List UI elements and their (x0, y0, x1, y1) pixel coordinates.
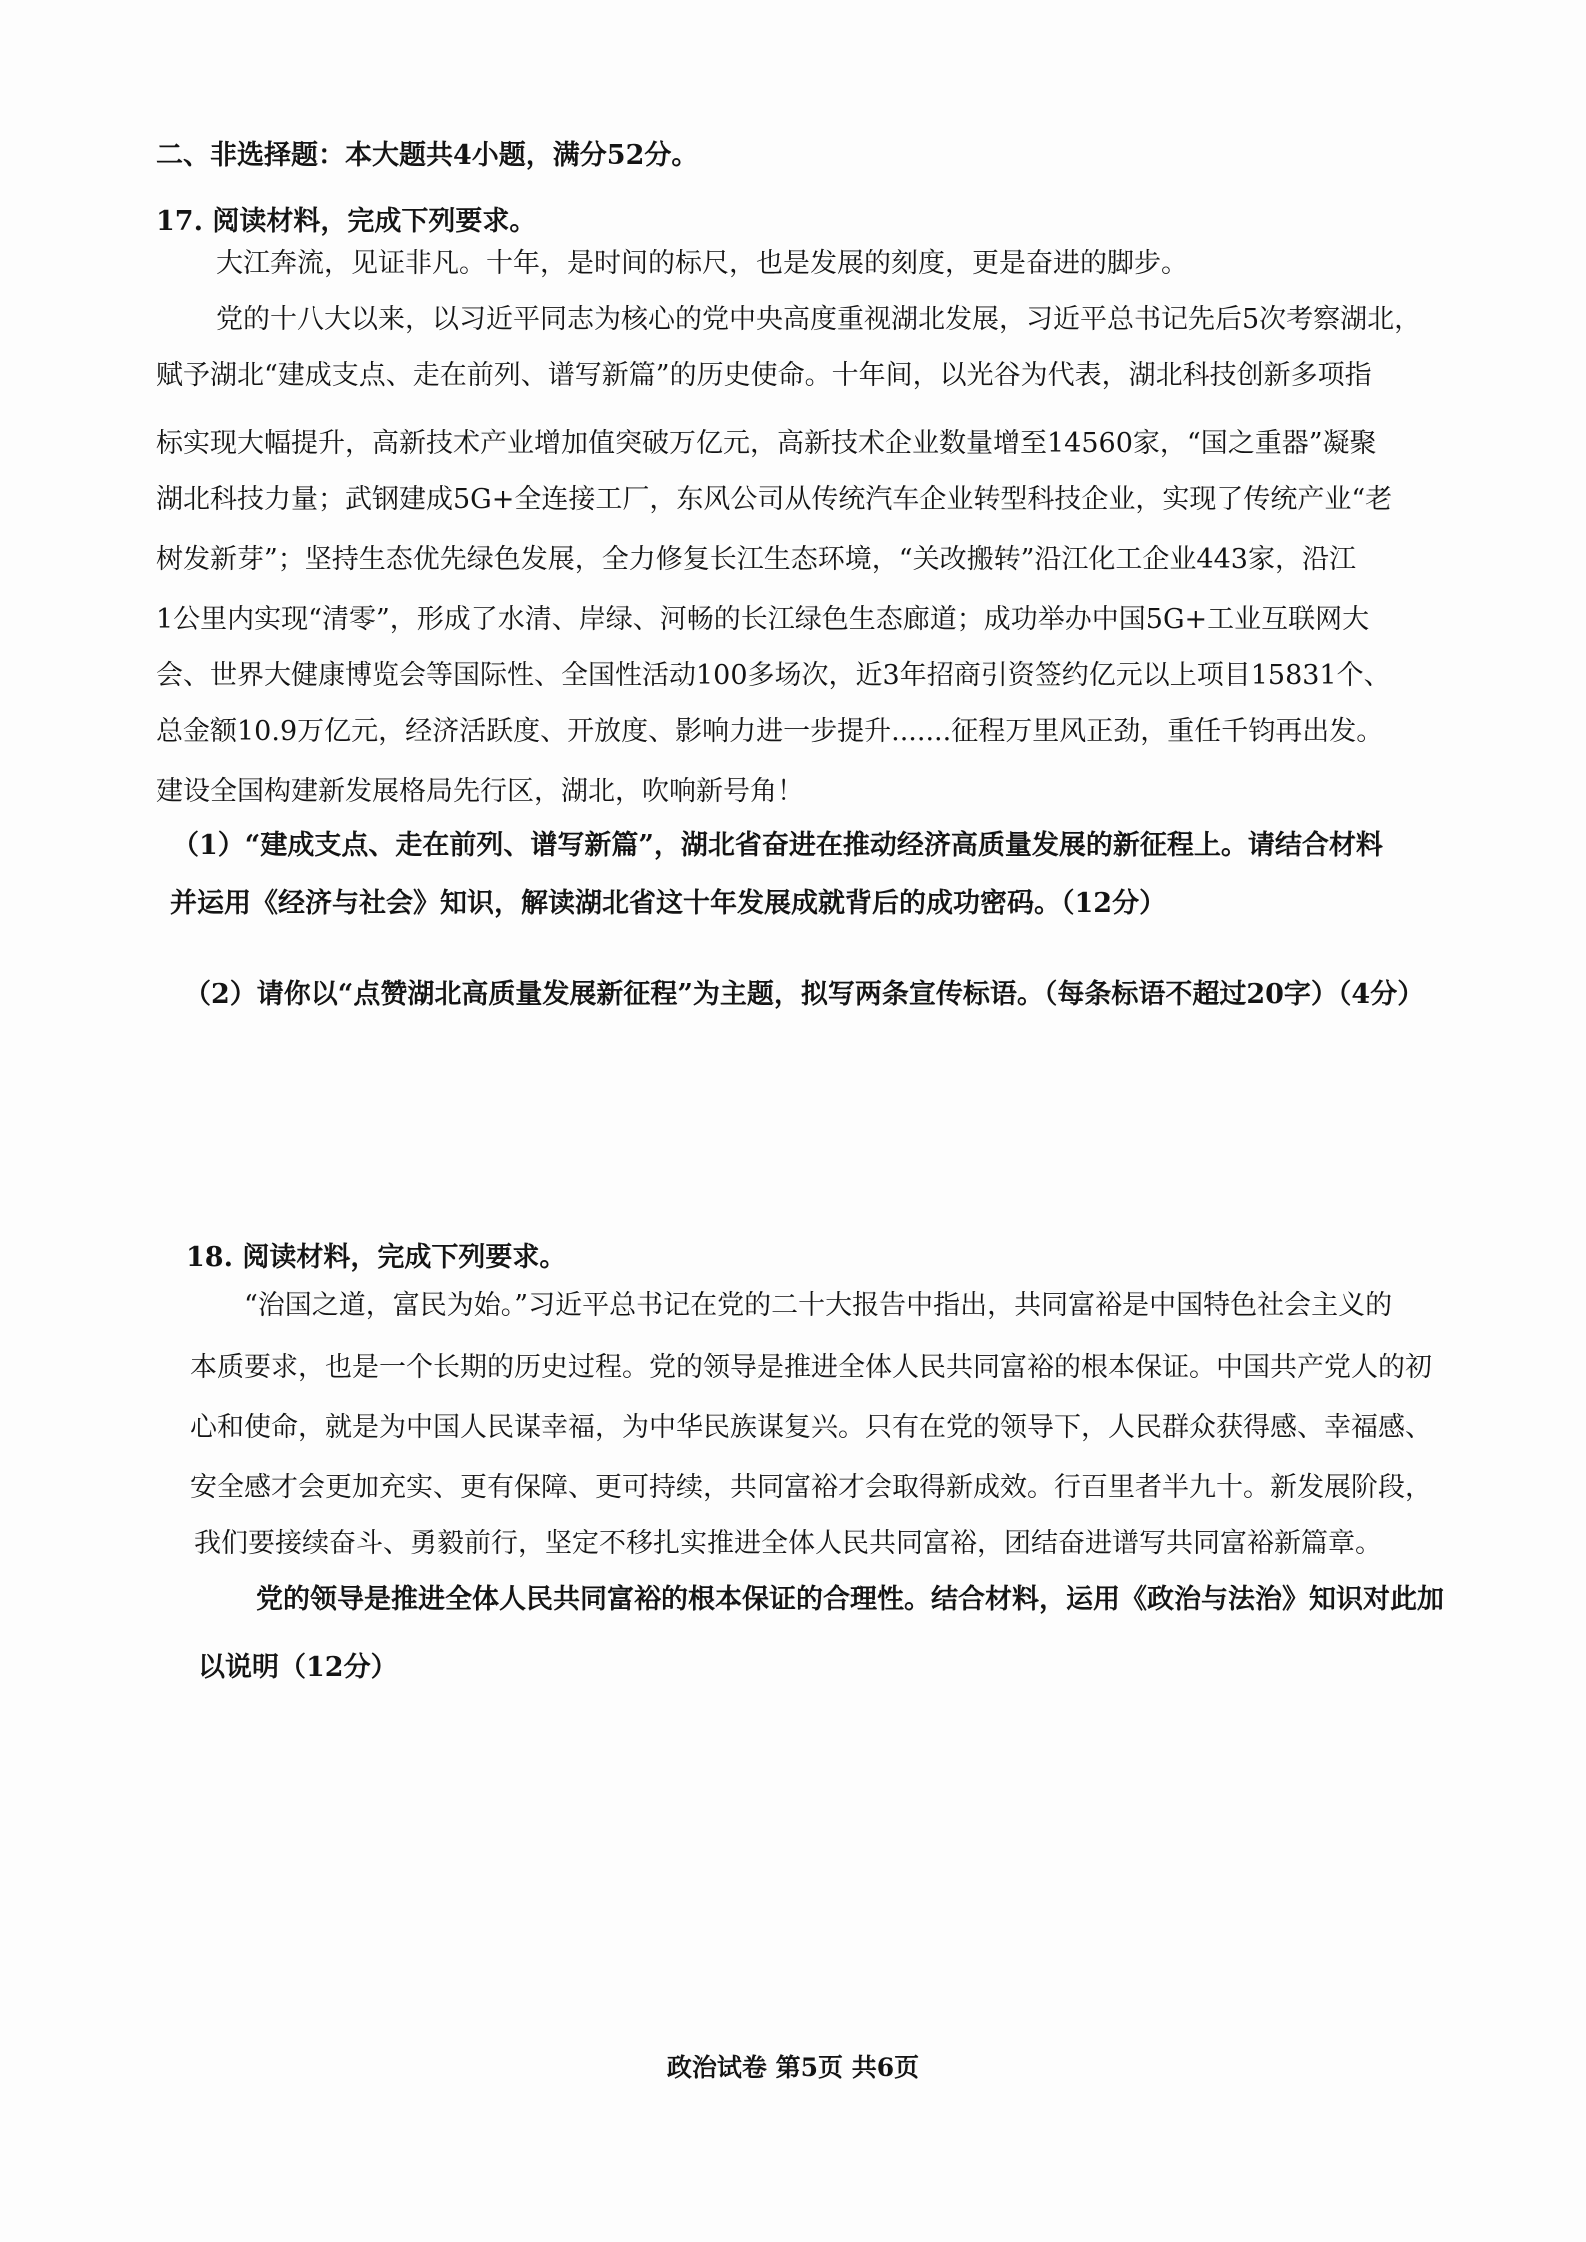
question-17-sub1-line: 并运用《经济与社会》知识，解读湖北省这十年发展成就背后的成功密码。（12分） (170, 888, 1167, 919)
question-17-material-line: 赋予湖北“建成支点、走在前列、谱写新篇”的历史使命。十年间，以光谷为代表，湖北科技创新多项指 (156, 360, 1372, 391)
question-18-material-line: 我们要接续奋斗、勇毅前行，坚定不移扎实推进全体人民共同富裕，团结奋进谱写共同富裕新篇章。 (194, 1528, 1382, 1559)
question-18-material-line: 安全感才会更加充实、更有保障、更可持续，共同富裕才会取得新成效。行百里者半九十。新发展阶段， (190, 1472, 1432, 1503)
question-17-material-line: 总金额10.9万亿元，经济活跃度、开放度、影响力进一步提升.......征程万里风正劲，重任千钧再出发。 (156, 716, 1384, 747)
page-footer: 政治试卷 第5页 共6页 (666, 2053, 920, 2082)
question-17-sub2: （2）请你以“点赞湖北高质量发展新征程”为主题，拟写两条宣传标语。（每条标语不超过20字）（4分） (184, 979, 1425, 1010)
section-title: 二、非选择题：本大题共4小题，满分52分。 (156, 140, 699, 171)
question-18-prompt-line: 党的领导是推进全体人民共同富裕的根本保证的合理性。结合材料，运用《政治与法治》知识对此加 (256, 1584, 1444, 1615)
question-18-material-line: “治国之道，富民为始。”习近平总书记在党的二十大报告中指出，共同富裕是中国特色社会主义的 (244, 1290, 1393, 1321)
question-17-material-line: 会、世界大健康博览会等国际性、全国性活动100多场次，近3年招商引资签约亿元以上项目15831个、 (156, 660, 1391, 691)
question-17-material-line: 党的十八大以来，以习近平同志为核心的党中央高度重视湖北发展，习近平总书记先后5次考察湖北， (216, 304, 1422, 335)
question-17-intro: 大江奔流，见证非凡。十年，是时间的标尺，也是发展的刻度，更是奋进的脚步。 (216, 248, 1188, 279)
question-17-material-line: 建设全国构建新发展格局先行区，湖北，吹响新号角！ (156, 776, 804, 807)
question-17-material-line: 标实现大幅提升，高新技术产业增加值突破万亿元，高新技术企业数量增至14560家，“国之重器”凝聚 (156, 428, 1377, 459)
question-17-material-line: 1公里内实现“清零”，形成了水清、岸绿、河畅的长江绿色生态廊道；成功举办中国5G+工业互联网大 (156, 604, 1370, 635)
question-17-material-line: 湖北科技力量；武钢建成5G+全连接工厂，东风公司从传统汽车企业转型科技企业，实现了传统产业“老 (156, 484, 1393, 515)
question-18-material-line: 心和使命，就是为中国人民谋幸福，为中华民族谋复兴。只有在党的领导下，人民群众获得感、幸福感、 (190, 1412, 1432, 1443)
question-17-material-line: 树发新芽”；坚持生态优先绿色发展，全力修复长江生态环境，“关改搬转”沿江化工企业443家，沿江 (156, 544, 1356, 575)
question-18-material-line: 本质要求，也是一个长期的历史过程。党的领导是推进全体人民共同富裕的根本保证。中国共产党人的初 (190, 1352, 1432, 1383)
question-18-title: 18. 阅读材料，完成下列要求。 (186, 1242, 567, 1273)
question-18-prompt-line: 以说明（12分） (198, 1652, 398, 1683)
question-17-title: 17. 阅读材料，完成下列要求。 (156, 206, 537, 237)
question-17-sub1-line: （1）“建成支点、走在前列、谱写新篇”，湖北省奋进在推动经济高质量发展的新征程上。请结合材料 (172, 830, 1383, 861)
